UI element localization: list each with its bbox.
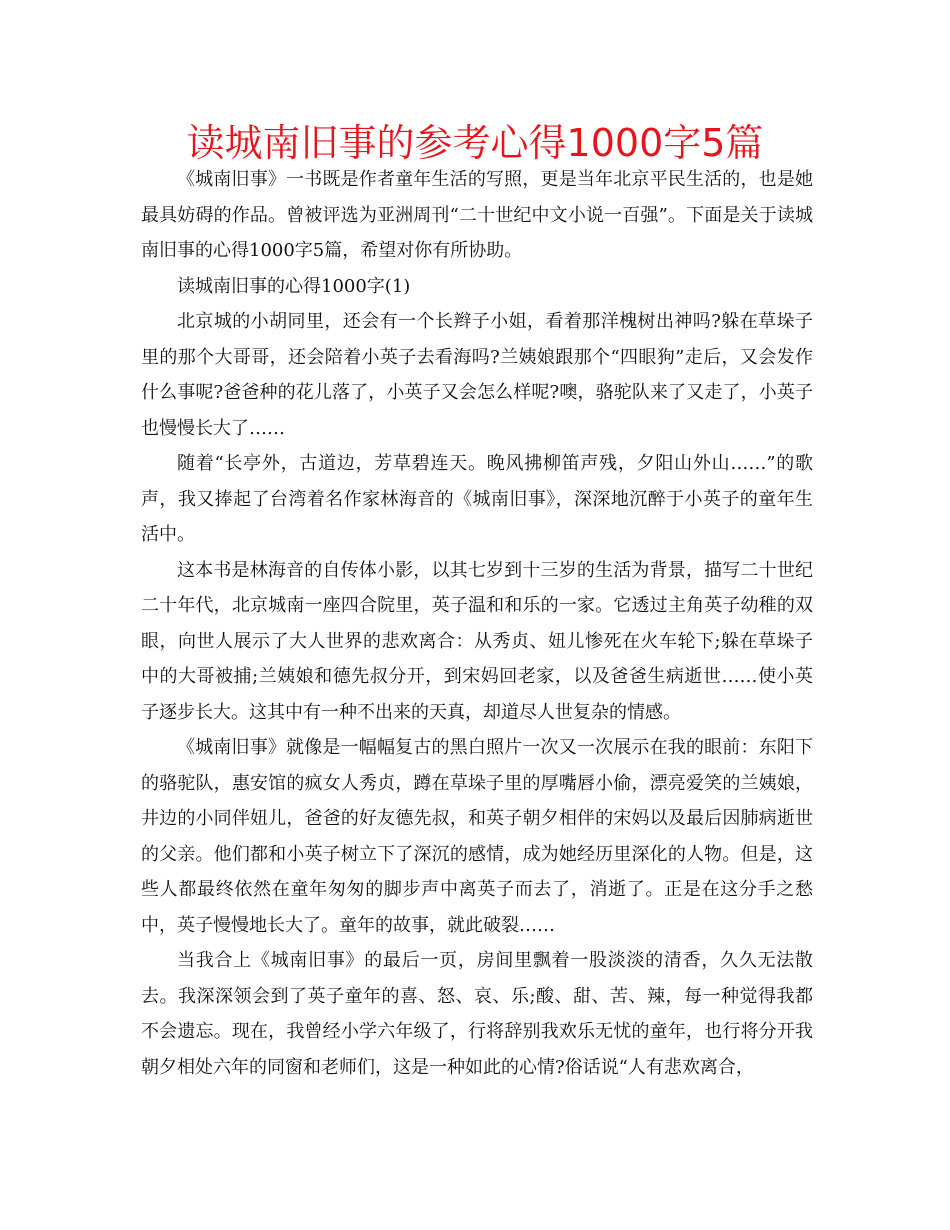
paragraph: 《城南旧事》就像是一幅幅复古的黑白照片一次又一次展示在我的眼前：东阳下的骆驼队，惠安馆的疯女人秀贞，蹲在草垛子里的厚嘴唇小偷，漂亮爱笑的兰姨娘，井边的小同伴妞儿，爸爸的好友德先叔，和英子朝夕相伴的宋妈以及最后因肺病逝世的父亲。他们都和小英子树立下了深沉的感情，成为她经历里深化的人物。但是，这些人都最终依然在童年匆匆的脚步声中离英子而去了，消逝了。正是在这分手之愁中，英子慢慢地长大了。童年的故事，就此破裂…… xyxy=(141,737,813,936)
paragraph: 北京城的小胡同里，还会有一个长辫子小姐，看着那洋槐树出神吗?躲在草垛子里的那个大哥哥，还会陪着小英子去看海吗?兰姨娘跟那个“四眼狗”走后，又会发作什么事呢?爸爸种的花儿落了，小英子又会怎么样呢?噢，骆驼队来了又走了，小英子也慢慢长大了…… xyxy=(141,311,813,439)
document-body xyxy=(141,162,813,1085)
paragraph: 随着“长亭外，古道边，芳草碧连天。晚风拂柳笛声残，夕阳山外山……”的歌声，我又捧起了台湾着名作家林海音的《城南旧事》，深深地沉醉于小英子的童年生活中。 xyxy=(141,453,813,545)
paragraph: 这本书是林海音的自传体小影，以其七岁到十三岁的生活为背景，描写二十世纪二十年代，北京城南一座四合院里，英子温和和乐的一家。它透过主角英子幼稚的双眼，向世人展示了大人世界的悲欢离合：从秀贞、妞儿惨死在火车轮下;躲在草垛子中的大哥被捕;兰姨娘和德先叔分开，到宋妈回老家，以及爸爸生病逝世……使小英子逐步长大。这其中有一种不出来的天真，却道尽人世复杂的情感。 xyxy=(141,559,813,723)
section-heading: 读城南旧事的心得1000字(1) xyxy=(177,275,411,297)
paragraph: 当我合上《城南旧事》的最后一页，房间里飘着一股淡淡的清香，久久无法散去。我深深领会到了英子童年的喜、怒、哀、乐;酸、甜、苦、辣，每一种觉得我都不会遗忘。现在，我曾经小学六年级了，行将辞别我欢乐无忧的童年，也行将分开我朝夕相处六年的同窗和老师们，这是一种如此的心情?俗话说“人有悲欢离合， xyxy=(141,950,813,1078)
document-title: 读城南旧事的参考心得1000字5篇 xyxy=(186,121,764,165)
paragraph-intro: 《城南旧事》一书既是作者童年生活的写照，更是当年北京平民生活的，也是她最具妨碍的作品。曾被评选为亚洲周刊“二十世纪中文小说一百强”。下面是关于读城南旧事的心得1000字5篇，希望对你有所协助。 xyxy=(141,169,813,261)
